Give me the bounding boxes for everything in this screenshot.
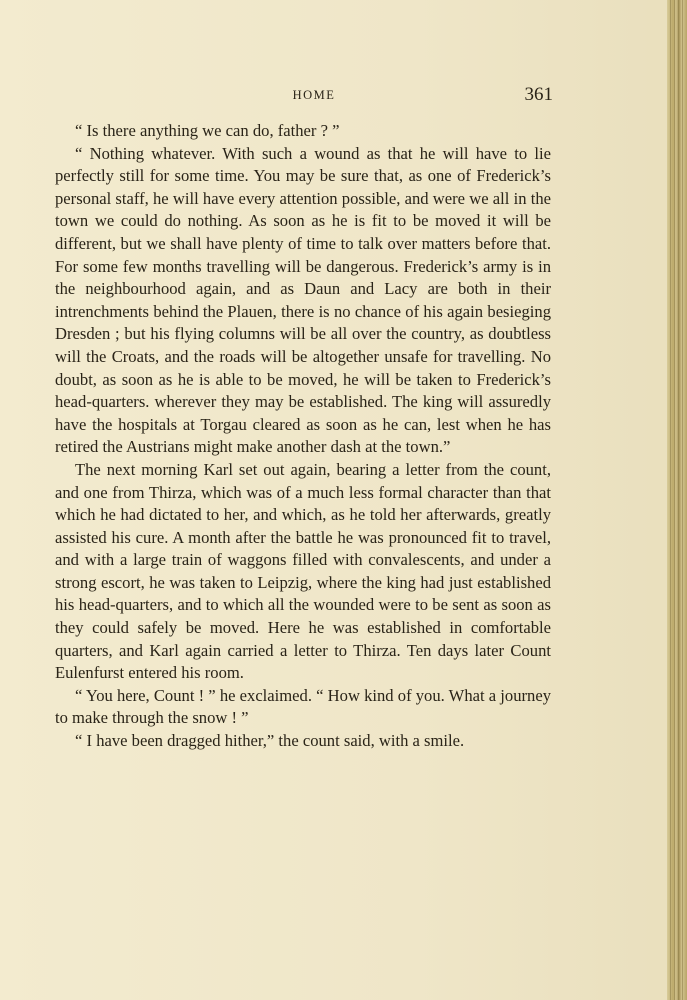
page-number: 361 [524, 84, 553, 105]
page-edge-stack [667, 0, 687, 1000]
page-edge-line [682, 0, 683, 1000]
running-head: HOME [292, 88, 336, 102]
page-header [75, 86, 553, 108]
paragraph: The next morning Karl set out again, bearing a letter from the count, and one from Thirza, which was of a much less formal character than that which he had dictated to her, and which, as he told her afterwards, greatly assisted his cure. A month after the battle he was pronounced fit to travel, and with a large train of waggons filled with convalescents, and under a strong escort, he was taken to Leipzig, where the king had just established his head-quarters, and to which all the wounded were to be sent as soon as they could safely be moved. Here he was established in comfortable quarters, and Karl again carried a letter to Thirza. Ten days later Count Eulenfurst entered his room. [55, 459, 551, 683]
page-edge-line [670, 0, 671, 1000]
page-edge-line [674, 0, 675, 1000]
paragraph: “ You here, Count ! ” he exclaimed. “ How kind of you. What a journey to make through the snow ! ” [55, 685, 551, 728]
paragraph: “ I have been dragged hither,” the count said, with a smile. [75, 731, 465, 751]
paragraph: “ Nothing whatever. With such a wound as that he will have to lie perfectly still for some time. You may be sure that, as one of Frederick’s personal staff, he will have every attention possible, and were we all in the town we could do nothing. As soon as he is fit to be moved it will be different, but we shall have plenty of time to talk over matters before that. For some few months travelling will be dangerous. Frederick’s army is in the neighbourhood again, and as Daun and Lacy are both in their intrenchments behind the Plauen, there is no chance of his again besieging Dresden ; but his flying columns will be all over the country, as doubtless will the Croats, and the roads will be altogether unsafe for travelling. No doubt, as soon as he is able to be moved, he will be taken to Frederick’s head-quarters. wherever they may be established. The king will assuredly have the hospitals at Torgau cleared as soon as he can, lest when he has retired the Austrians might make another dash at the town.” [55, 143, 551, 457]
page-edge-line [678, 0, 679, 1000]
paragraph: “ Is there anything we can do, father ? ” [75, 121, 340, 140]
body-text [55, 120, 551, 753]
